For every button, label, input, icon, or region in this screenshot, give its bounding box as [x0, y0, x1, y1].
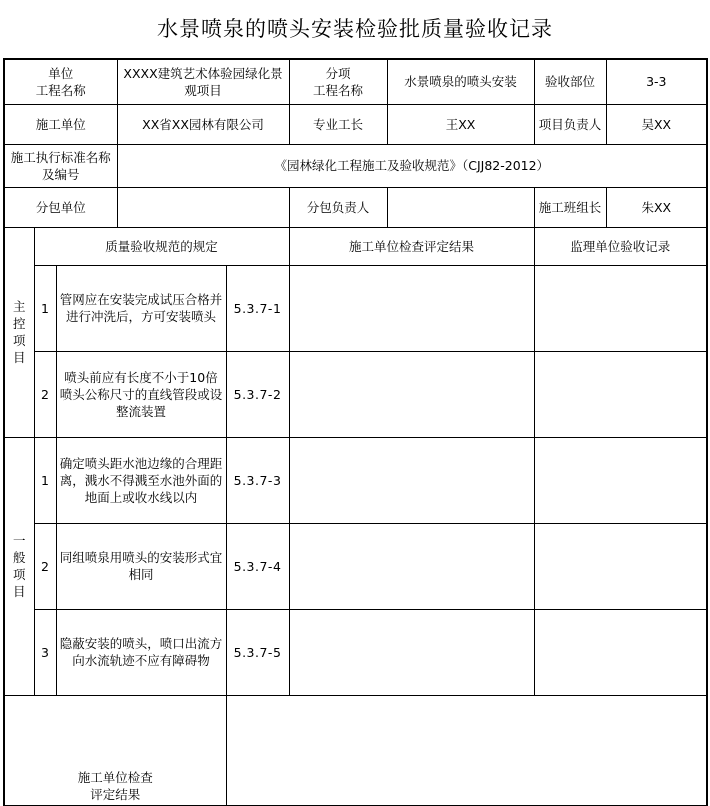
supervisor-record-cell[interactable]: [534, 351, 707, 437]
supervisor-record-cell[interactable]: [534, 609, 707, 695]
item-requirement: 管网应在安装完成试压合格并进行冲洗后，方可安装喷头: [56, 265, 226, 351]
contractor-result-cell[interactable]: [289, 609, 534, 695]
contractor-result-cell[interactable]: [289, 437, 534, 523]
table-row: [4, 351, 707, 437]
acceptance-part-label: 验收部位: [534, 59, 606, 104]
sub-project-label: 分项 工程名称: [289, 59, 387, 104]
acceptance-part-value: 3-3: [606, 59, 707, 104]
main-items-label: 主 控 项 目: [4, 227, 34, 437]
supervisor-record-column-header: 监理单位验收记录: [534, 227, 707, 265]
item-code: 5.3.7-4: [226, 523, 289, 609]
item-requirement: 确定喷头距水池边缘的合理距离，溅水不得溅至水池外面的地面上或收水线以内: [56, 437, 226, 523]
table-row: [4, 523, 707, 609]
contractor-eval-label: 施工单位检查 评定结果: [4, 695, 226, 805]
subcontract-manager-value: [387, 187, 534, 227]
item-code: 5.3.7-1: [226, 265, 289, 351]
team-leader-value: 朱XX: [606, 187, 707, 227]
item-number: 1: [34, 437, 56, 523]
item-code: 5.3.7-5: [226, 609, 289, 695]
item-number: 2: [34, 523, 56, 609]
foreman-label: 专业工长: [289, 104, 387, 144]
project-manager-label: 项目负责人: [534, 104, 606, 144]
standard-label: 施工执行标准名称 及编号: [4, 144, 117, 187]
general-items-label: 一 般 项 目: [4, 437, 34, 695]
item-code: 5.3.7-2: [226, 351, 289, 437]
item-requirement: 隐蔽安装的喷头，喷口出流方向水流轨迹不应有障碍物: [56, 609, 226, 695]
page-title: 水景喷泉的喷头安装检验批质量验收记录: [157, 17, 553, 41]
foreman-value: 王XX: [387, 104, 534, 144]
subcontractor-label: 分包单位: [4, 187, 117, 227]
subcontractor-value: [117, 187, 289, 227]
acceptance-record-table: [3, 58, 708, 806]
team-leader-label: 施工班组长: [534, 187, 606, 227]
sub-project-value: 水景喷泉的喷头安装: [387, 59, 534, 104]
supervisor-record-cell[interactable]: [534, 265, 707, 351]
table-row: [4, 437, 707, 523]
contractor-eval-cell[interactable]: [226, 695, 707, 805]
standard-value: 《园林绿化工程施工及验收规范》（CJJ82-2012）: [117, 144, 707, 187]
supervisor-record-cell[interactable]: [534, 437, 707, 523]
subcontract-manager-label: 分包负责人: [289, 187, 387, 227]
table-row: [4, 609, 707, 695]
item-number: 1: [34, 265, 56, 351]
unit-project-label: 单位 工程名称: [4, 59, 117, 104]
unit-project-value: XXXX建筑艺术体验园绿化景观项目: [117, 59, 289, 104]
contractor-result-column-header: 施工单位检查评定结果: [289, 227, 534, 265]
spec-column-header: 质量验收规范的规定: [34, 227, 289, 265]
item-code: 5.3.7-3: [226, 437, 289, 523]
item-number: 2: [34, 351, 56, 437]
project-manager-value: 吴XX: [606, 104, 707, 144]
item-number: 3: [34, 609, 56, 695]
contractor-label: 施工单位: [4, 104, 117, 144]
contractor-result-cell[interactable]: [289, 351, 534, 437]
contractor-result-cell[interactable]: [289, 265, 534, 351]
contractor-result-cell[interactable]: [289, 523, 534, 609]
table-row: [4, 265, 707, 351]
item-requirement: 同组喷泉用喷头的安装形式宜相同: [56, 523, 226, 609]
supervisor-record-cell[interactable]: [534, 523, 707, 609]
item-requirement: 喷头前应有长度不小于10倍喷头公称尺寸的直线管段或设整流装置: [56, 351, 226, 437]
contractor-value: XX省XX园林有限公司: [117, 104, 289, 144]
